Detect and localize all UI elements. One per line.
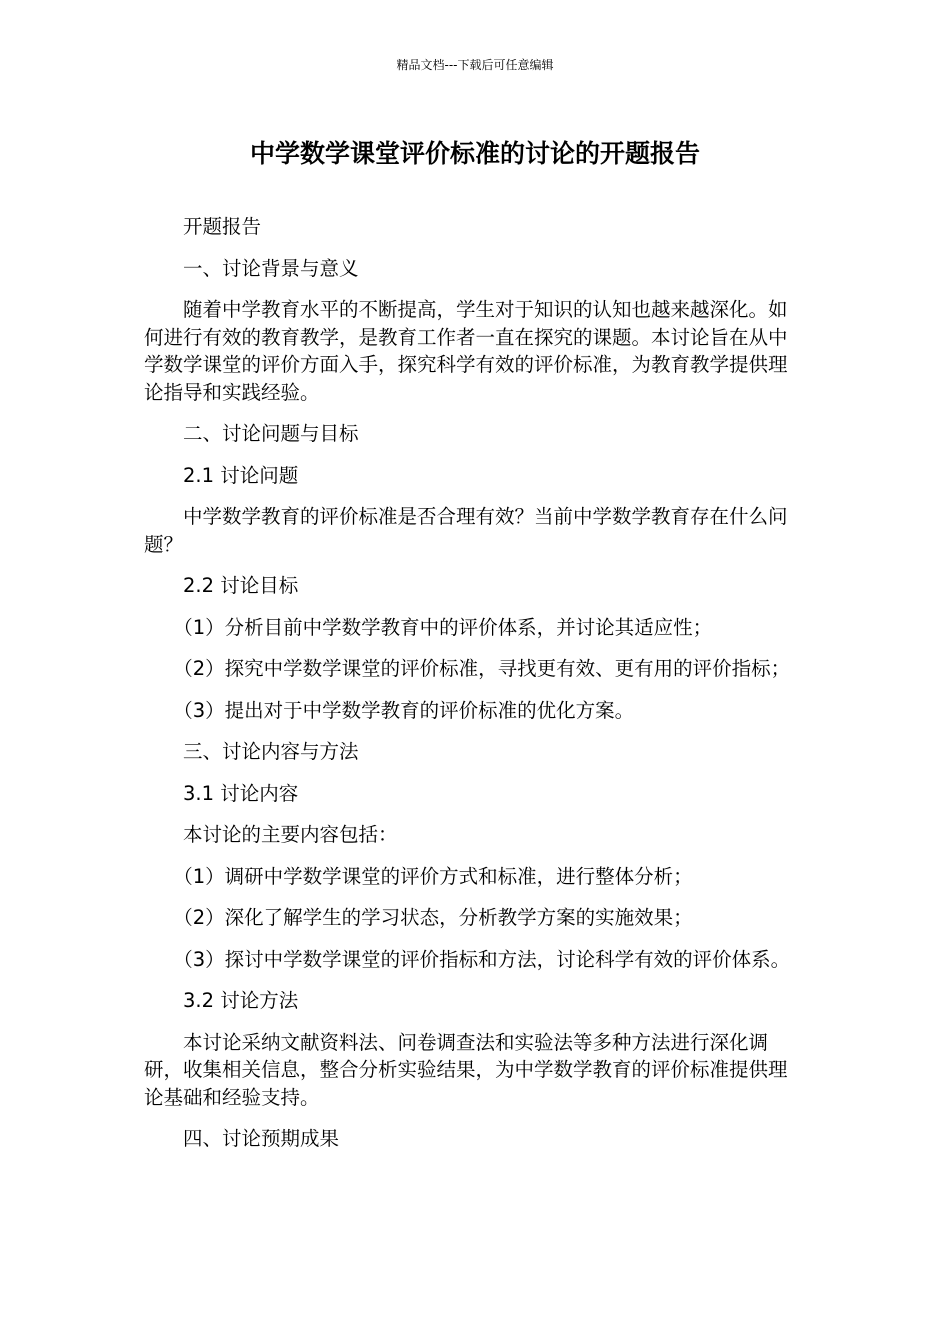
list-item: （3）探讨中学数学课堂的评价指标和方法，讨论科学有效的评价体系。	[173, 947, 791, 971]
list-item: （1）分析目前中学数学教育中的评价体系，并讨论其适应性；	[173, 615, 713, 639]
document-body	[144, 213, 806, 1167]
list-item: （1）调研中学数学课堂的评价方式和标准，进行整体分析；	[173, 864, 693, 888]
page-header: 精品文档---下载后可任意编辑	[396, 58, 554, 72]
section-heading: 四、讨论预期成果	[183, 1127, 340, 1150]
section-heading: 三、讨论内容与方法	[183, 740, 359, 763]
document-title: 中学数学课堂评价标准的讨论的开题报告	[249, 139, 700, 168]
subsection-heading: 3.2 讨论方法	[183, 989, 299, 1012]
paragraph: 中学数学教育的评价标准是否合理有效？当前中学数学教育存在什么问题？	[144, 505, 788, 556]
list-item: （3）提出对于中学数学教育的评价标准的优化方案。	[173, 698, 635, 722]
paragraph: 本讨论采纳文献资料法、问卷调查法和实验法等多种方法进行深化调研，收集相关信息，整合分析实验结果，为中学数学教育的评价标准提供理论基础和经验支持。	[144, 1030, 788, 1109]
section-heading: 二、讨论问题与目标	[183, 422, 359, 445]
section-heading: 一、讨论背景与意义	[183, 256, 359, 280]
paragraph: 本讨论的主要内容包括：	[183, 823, 398, 846]
paragraph: 随着中学教育水平的不断提高，学生对于知识的认知也越来越深化。如何进行有效的教育教学，是教育工作者一直在探究的课题。本讨论旨在从中学数学课堂的评价方面入手，探究科学有效的评价标准，为教育教学提供理论指导和实践经验。	[144, 298, 788, 404]
list-item: （2）深化了解学生的学习状态，分析教学方案的实施效果；	[173, 906, 693, 929]
paragraph: 开题报告	[183, 215, 262, 238]
list-item: （2）探究中学数学课堂的评价标准，寻找更有效、更有用的评价指标；	[173, 657, 791, 680]
subsection-heading: 2.1 讨论问题	[183, 463, 299, 487]
subsection-heading: 3.1 讨论内容	[183, 781, 299, 805]
subsection-heading: 2.2 讨论目标	[183, 574, 299, 597]
